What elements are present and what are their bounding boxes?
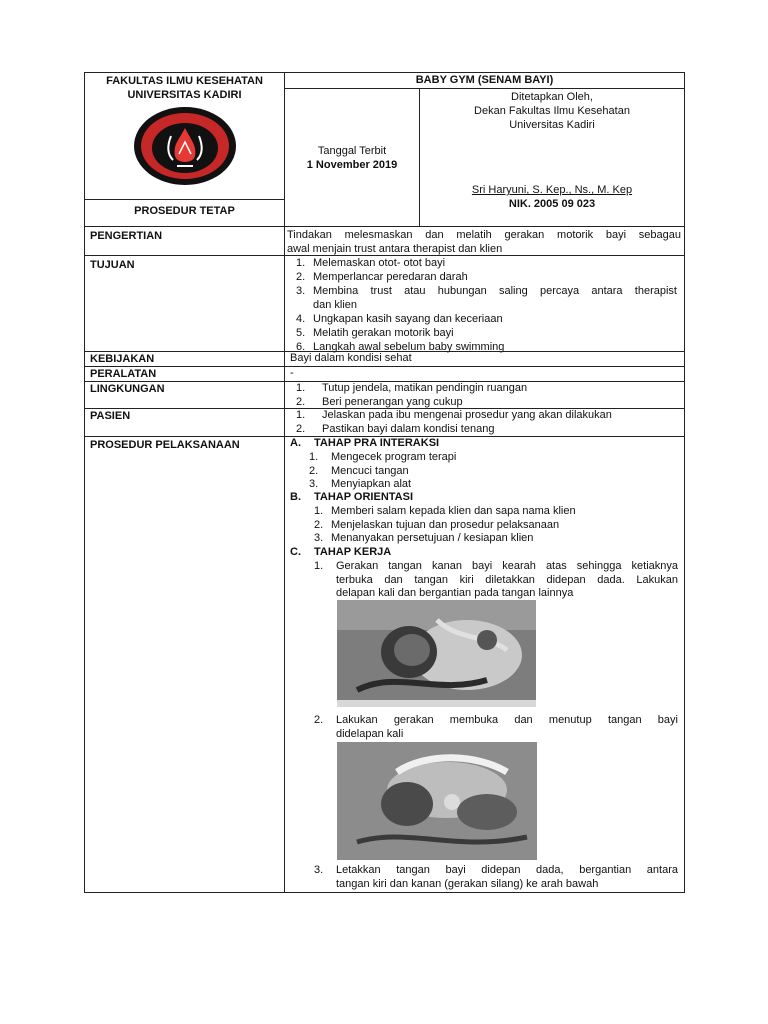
list-item: 3. Membina trust atau hubungan saling percaya antara therapist bbox=[296, 285, 677, 297]
list-item: 2. Mencuci tangan bbox=[309, 464, 409, 477]
signer-block bbox=[419, 183, 685, 211]
dekan-title: Dekan Fakultas Ilmu Kesehatan bbox=[474, 105, 630, 117]
tanggal-terbit bbox=[284, 144, 420, 172]
list-item: 6. Langkah awal sebelum baby swimming bbox=[296, 340, 505, 353]
peralatan-label: PERALATAN bbox=[90, 368, 157, 380]
kerja-step-3: 3. Letakkan tangan bayi didepan dada, bergantian antara tangan kiri dan kanan (gerakan silang) ke arah bawah bbox=[314, 864, 678, 890]
tanggal-label: Tanggal Terbit bbox=[317, 145, 387, 157]
pengertian-line1: Tindakan melesmaskan dan melatih gerakan motorik bayi sebagau bbox=[287, 229, 681, 241]
list-item: 2. Menjelaskan tujuan dan prosedur pelaksanaan bbox=[314, 518, 560, 531]
signer-name: Sri Haryuni, S. Kep., Ns., M. Kep bbox=[471, 184, 633, 196]
faculty-line2: UNIVERSITAS KADIRI bbox=[127, 89, 242, 101]
list-item: 2. Pastikan bayi dalam kondisi tenang bbox=[296, 422, 495, 435]
document-title: BABY GYM (SENAM BAYI) bbox=[415, 74, 554, 86]
tahap-b-list bbox=[314, 505, 576, 546]
baby-exercise-photo-1 bbox=[337, 600, 536, 707]
ditetapkan-oleh: Ditetapkan Oleh, bbox=[511, 91, 593, 103]
kebijakan-label: KEBIJAKAN bbox=[90, 353, 155, 365]
baby-exercise-photo-2 bbox=[337, 742, 537, 860]
tanggal-value: 1 November 2019 bbox=[306, 159, 398, 171]
kerja-step-2: 2. Lakukan gerakan membuka dan menutup tangan bayi didelapan kali bbox=[314, 714, 678, 740]
tahap-pra-interaksi: A. TAHAP PRA INTERAKSI bbox=[290, 437, 440, 449]
kebijakan-value: Bayi dalam kondisi sehat bbox=[290, 352, 412, 364]
tujuan-label: TUJUAN bbox=[90, 259, 135, 271]
peralatan-value-cell bbox=[284, 366, 685, 382]
tujuan-list bbox=[296, 257, 681, 354]
pasien-label: PASIEN bbox=[90, 410, 131, 422]
list-item: 3. Menyiapkan alat bbox=[309, 478, 412, 490]
pengertian-text bbox=[287, 229, 681, 256]
list-item: 1. Mengecek program terapi bbox=[309, 451, 457, 463]
tahap-a-list bbox=[309, 451, 456, 492]
pengertian-label: PENGERTIAN bbox=[90, 230, 163, 242]
list-item: 2. Memperlancar peredaran darah bbox=[296, 271, 468, 283]
peralatan-value: - bbox=[290, 367, 294, 379]
lingkungan-label: LINGKUNGAN bbox=[90, 383, 165, 395]
kerja-step-1: 1. Gerakan tangan kanan bayi kearah atas sehingga ketiaknya terbuka dan tangan kiri diletakkan didepan dada. Lakukan delapan kali dan bergantian pada tangan lainnya bbox=[314, 560, 678, 599]
tahap-orientasi: B. TAHAP ORIENTASI bbox=[290, 491, 414, 503]
faculty-line1: FAKULTAS ILMU KESEHATAN bbox=[106, 75, 263, 87]
pasien-list bbox=[296, 409, 612, 436]
list-item: 1. Tutup jendela, matikan pendingin ruangan bbox=[296, 382, 528, 394]
approval-block bbox=[419, 90, 685, 132]
pengertian-line2: awal menjain trust antara therapist dan klien bbox=[287, 242, 503, 255]
prosedur-tetap-label: PROSEDUR TETAP bbox=[134, 205, 235, 217]
signer-nik: NIK. 2005 09 023 bbox=[508, 198, 596, 210]
tahap-kerja: C. TAHAP KERJA bbox=[290, 546, 392, 558]
list-item-cont: dan klien bbox=[313, 298, 358, 311]
prosedur-label-cell bbox=[84, 436, 285, 893]
list-item: 1. Melemaskan otot- otot bayi bbox=[296, 257, 446, 269]
list-item: 1. Memberi salam kepada klien dan sapa nama klien bbox=[314, 505, 576, 517]
lingkungan-list bbox=[296, 382, 527, 409]
university-name: Universitas Kadiri bbox=[509, 119, 595, 131]
list-item: 3. Menanyakan persetujuan / kesiapan klien bbox=[314, 532, 534, 544]
list-item: 1. Jelaskan pada ibu mengenai prosedur yang akan dilakukan bbox=[296, 409, 612, 421]
list-item: 4. Ungkapan kasih sayang dan keceriaan bbox=[296, 312, 503, 325]
university-logo bbox=[133, 106, 238, 186]
prosedur-label: PROSEDUR PELAKSANAAN bbox=[90, 439, 240, 451]
list-item: 2. Beri penerangan yang cukup bbox=[296, 395, 463, 408]
list-item: 5. Melatih gerakan motorik bayi bbox=[296, 326, 454, 339]
faculty-name bbox=[84, 74, 285, 102]
